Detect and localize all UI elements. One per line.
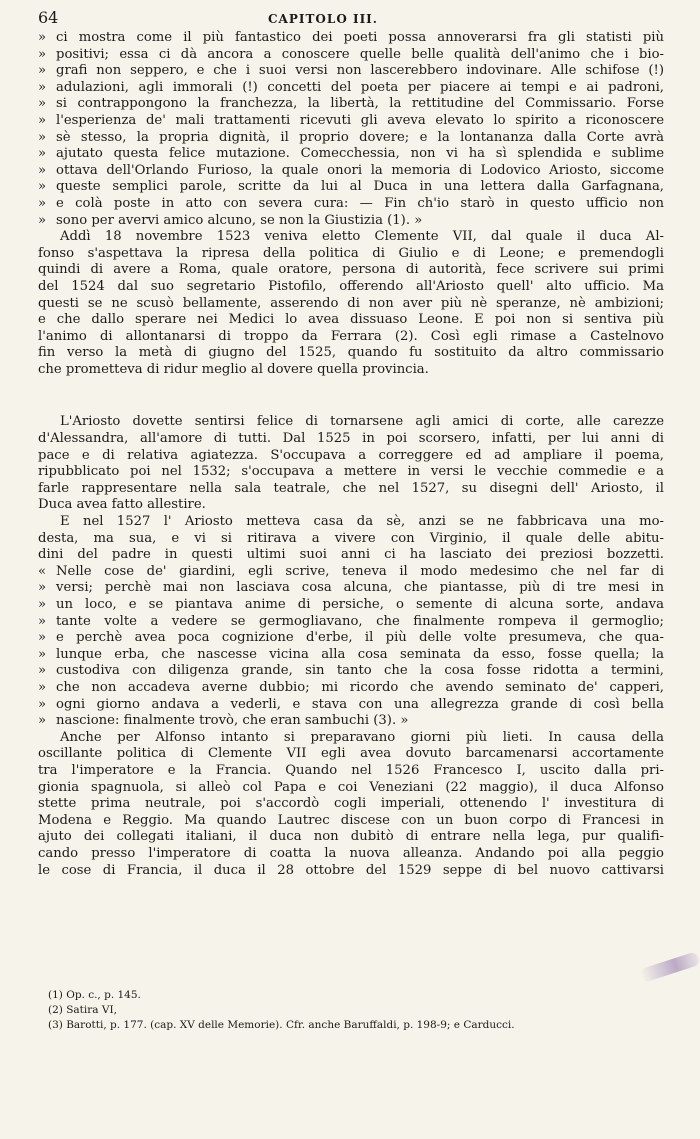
- line-text: sono per avervi amico alcuno, se non la Giustizia (1). »: [56, 212, 423, 228]
- line-text: queste semplici parole, scritte da lui al Duca in una lettera dalla Garfagnana,: [56, 179, 664, 195]
- text-line: [38, 780, 664, 797]
- text-line: [38, 796, 664, 813]
- line-text: grafi non seppero, e che i suoi versi non lascerebbero indovinare. Alle schifose (!): [56, 63, 664, 79]
- line-text: fin verso la metà di giugno del 1525, quando fu sostituito da altro commissario: [38, 345, 664, 361]
- text-line: [38, 262, 664, 279]
- line-text: fonso s'aspettava la ripresa della politica di Giulio e di Leone; e premendogli: [38, 245, 664, 261]
- line-text: cando presso l'imperatore di coatta la nuova alleanza. Andando poi alla peggio: [38, 845, 664, 861]
- quote-mark: »: [38, 630, 47, 646]
- line-text: l'animo di allontanarsi di troppo da Ferrara (2). Così egli rimase a Castelnovo: [38, 328, 664, 344]
- line-text: ripubblicato poi nel 1532; s'occupava a mettere in versi le vecchie commedie e a: [38, 464, 664, 480]
- line-text: Nelle cose de' giardini, egli scrive, teneva il modo medesimo che nel far di: [56, 563, 664, 579]
- text-line: [38, 763, 664, 780]
- line-text: e colà poste in atto con severa cura: — Fin ch'io starò in questo ufficio non: [56, 195, 664, 211]
- line-text: e perchè avea poca cognizione d'erbe, il più delle volte presumeva, che qua-: [56, 630, 664, 646]
- line-text: tante volte a vedere se germogliavano, che finalmente rompeva il germoglio;: [56, 613, 664, 629]
- line-text: un loco, e se piantava anime di persiche, o semente di alcuna sorte, andava: [56, 597, 664, 612]
- page-header: [38, 8, 664, 30]
- text-line: [38, 730, 664, 747]
- line-text: ajuto dei collegati italiani, il duca non dubitò di entrare nella lega, pur qualifi-: [38, 829, 664, 845]
- line-text: ci mostra come il più fantastico dei poeti possa annoverarsi fra gli statisti più: [56, 30, 664, 45]
- text-line: [38, 80, 664, 97]
- text-line: [38, 63, 664, 80]
- text-line: [38, 481, 664, 498]
- quote-mark: »: [38, 597, 47, 612]
- text-line: [38, 213, 664, 230]
- text-line: [38, 680, 664, 697]
- line-text: adulazioni, agli immorali (!) concetti del poeta per piacere ai tempi e ai padroni,: [56, 79, 664, 95]
- text-line: [38, 30, 664, 47]
- text-line: [38, 47, 664, 64]
- text-line: [38, 697, 664, 714]
- text-line: [38, 614, 664, 631]
- footnote: (1) Op. c., p. 145.: [48, 989, 141, 1001]
- quote-mark: »: [38, 580, 47, 596]
- text-line: [38, 580, 664, 597]
- quote-mark: »: [38, 112, 47, 128]
- quote-mark: »: [38, 63, 47, 79]
- text-line: [38, 464, 664, 481]
- line-text: si contrappongono la franchezza, la libertà, la rettitudine del Commissario. Forse: [56, 96, 664, 112]
- text-line: [38, 448, 664, 465]
- line-text: desta, ma sua, e vi si ritirava a vivere con Virginio, il quale delle abitu-: [38, 530, 664, 546]
- quote-mark: »: [38, 162, 47, 178]
- line-text: che prometteva di ridur meglio al dovere quella provincia.: [38, 361, 429, 377]
- text-line: [38, 96, 664, 113]
- text-line: [38, 846, 664, 863]
- text-line: [38, 179, 664, 196]
- line-text: nascione: finalmente trovò, che eran sambuchi (3). »: [56, 713, 409, 729]
- text-line: [38, 163, 664, 180]
- quote-mark: »: [38, 646, 47, 662]
- quote-mark: »: [38, 129, 47, 145]
- line-text: E nel 1527 l' Ariosto metteva casa da sè, anzi se ne fabbricava una mo-: [60, 514, 664, 530]
- quote-mark: »: [38, 96, 47, 112]
- text-line: [38, 863, 664, 880]
- body-text: [38, 30, 664, 879]
- line-text: versi; perchè mai non lasciava cosa alcuna, che piantasse, più di tre mesi in: [56, 580, 664, 596]
- text-line: [38, 547, 664, 564]
- text-line: [38, 647, 664, 664]
- line-text: ajutato questa felice mutazione. Comecchessia, non vi ha sì splendida e sublime: [56, 146, 664, 162]
- line-text: stette prima neutrale, poi s'accordò cogli imperiali, ottenendo l' investitura di: [38, 796, 664, 812]
- quote-mark: »: [38, 179, 47, 195]
- text-line: [38, 130, 664, 147]
- line-text: Modena e Reggio. Ma quando Lautrec discese con un buon corpo di Francesi in: [38, 812, 664, 828]
- line-text: ottava dell'Orlando Furioso, la quale onori la memoria di Lodovico Ariosto, siccome: [56, 162, 664, 178]
- quote-mark: »: [38, 212, 47, 228]
- footnote: (2) Satira VI,: [48, 1004, 117, 1016]
- line-text: l'esperienza de' mali trattamenti ricevuti gli aveva elevato lo spirito a riconoscere: [56, 112, 664, 128]
- text-line: [38, 713, 664, 730]
- text-line: [38, 663, 664, 680]
- text-line: [38, 514, 664, 531]
- quote-mark: »: [38, 713, 47, 729]
- line-text: Duca avea fatto allestire.: [38, 497, 206, 513]
- text-line: [38, 279, 664, 296]
- text-line: [38, 431, 664, 448]
- text-line: [38, 497, 664, 514]
- line-text: del 1524 dal suo segretario Pistofilo, offerendo all'Ariosto quell' alto ufficio. Ma: [38, 278, 664, 294]
- text-line: [38, 597, 664, 614]
- quote-mark: »: [38, 663, 47, 679]
- paragraph-gap: [38, 378, 664, 396]
- quote-mark: »: [38, 613, 47, 629]
- page-number: 64: [38, 8, 59, 27]
- text-line: [38, 196, 664, 213]
- line-text: dini del padre in questi ultimi suoi anni ci ha lasciato dei preziosi bozzetti.: [38, 547, 664, 563]
- line-text: L'Ariosto dovette sentirsi felice di tornarsene agli amici di corte, alle carezze: [60, 414, 664, 430]
- text-line: [38, 246, 664, 263]
- line-text: d'Alessandra, all'amore di tutti. Dal 1525 in poi scorsero, infatti, per lui anni di: [38, 431, 664, 447]
- text-line: [38, 531, 664, 548]
- line-text: sè stesso, la propria dignità, il proprio dovere; e la lontananza dalla Corte avrà: [56, 129, 664, 145]
- footnotes: [48, 988, 515, 1033]
- line-text: Anche per Alfonso intanto si preparavano giorni più lieti. In causa della: [60, 729, 664, 745]
- line-text: questi se ne scusò bellamente, asserendo di non aver più nè speranze, nè ambizioni;: [38, 295, 664, 311]
- running-head: CAPITOLO III.: [268, 12, 378, 26]
- quote-mark: »: [38, 146, 47, 162]
- line-text: ogni giorno andava a vederli, e stava con una allegrezza grande di così bella: [56, 696, 664, 712]
- line-text: pace e di relativa agiatezza. S'occupava a correggere ed ad ampliare il poema,: [38, 447, 664, 463]
- line-text: che non accadeva averne dubbio; mi ricordo che avendo seminato de' capperi,: [56, 679, 664, 695]
- text-line: [38, 113, 664, 130]
- text-line: [38, 345, 664, 362]
- footnote: (3) Barotti, p. 177. (cap. XV delle Memorie). Cfr. anche Baruffaldi, p. 198-9; e Carducci.: [48, 1019, 515, 1031]
- line-text: quindi di avere a Roma, quale oratore, persona di autorità, fece scrivere sui primi: [38, 262, 664, 278]
- ink-stain: [639, 951, 700, 983]
- line-text: positivi; essa ci dà ancora a conoscere quelle belle qualità dell'animo che i bio-: [56, 46, 664, 62]
- text-line: [38, 746, 664, 763]
- quote-mark: »: [38, 79, 47, 95]
- line-text: le cose di Francia, il duca il 28 ottobre del 1529 seppe di bel nuovo cattivarsi: [38, 862, 664, 878]
- text-line: [38, 564, 664, 581]
- quote-mark: »: [38, 46, 47, 62]
- text-line: [38, 813, 664, 830]
- line-text: e che dallo sperare nei Medici lo avea dissuaso Leone. E poi non si sentiva più: [38, 312, 664, 328]
- line-text: Addì 18 novembre 1523 veniva eletto Clemente VII, dal quale il duca Al-: [60, 229, 664, 245]
- line-text: gionia spagnuola, si alleò col Papa e coi Veneziani (22 maggio), il duca Alfonso: [38, 779, 664, 795]
- quote-mark: »: [38, 30, 47, 45]
- quote-mark: »: [38, 195, 47, 211]
- text-line: [38, 296, 664, 313]
- text-line: [38, 312, 664, 329]
- paragraph-gap: [38, 396, 664, 414]
- text-line: [38, 362, 664, 379]
- text-line: [38, 329, 664, 346]
- text-line: [38, 414, 664, 431]
- line-text: farle rappresentare nella sala teatrale, che nel 1527, su disegni dell' Ariosto, il: [38, 480, 664, 496]
- line-text: oscillante politica di Clemente VII egli avea dovuto barcamenarsi accortamente: [38, 746, 664, 762]
- text-line: [38, 229, 664, 246]
- line-text: tra l'imperatore e la Francia. Quando nel 1526 Francesco I, uscito dalla pri-: [38, 762, 664, 778]
- quote-mark: «: [38, 563, 47, 579]
- text-line: [38, 146, 664, 163]
- line-text: lunque erba, che nascesse vicina alla cosa seminata da esso, fosse quella; la: [56, 646, 664, 662]
- quote-mark: »: [38, 679, 47, 695]
- quote-mark: »: [38, 696, 47, 712]
- line-text: custodiva con diligenza grande, sin tanto che la cosa fosse ridotta a termini,: [56, 663, 664, 679]
- text-line: [38, 829, 664, 846]
- text-line: [38, 630, 664, 647]
